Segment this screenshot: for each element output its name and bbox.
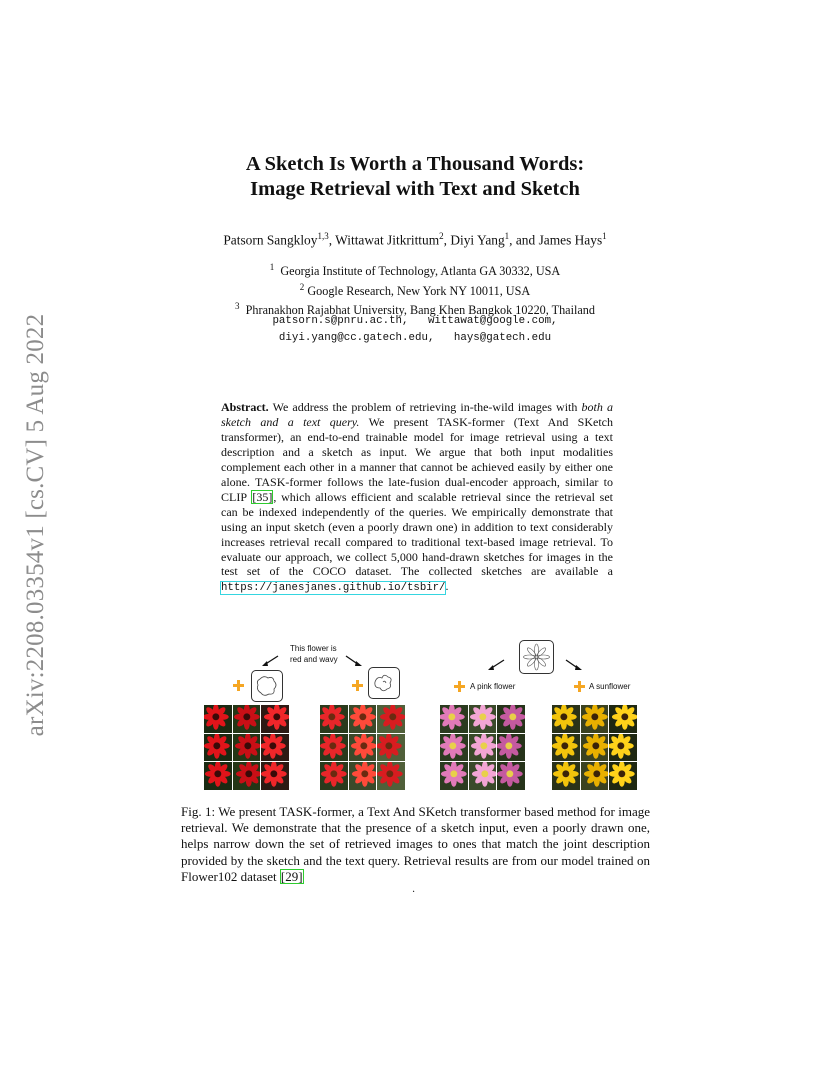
plus-icon: [352, 680, 363, 691]
result-thumbnail: [581, 705, 609, 733]
result-thumbnail: [552, 762, 580, 790]
result-thumbnail: [581, 762, 609, 790]
result-thumbnail: [609, 762, 637, 790]
result-thumbnail: [261, 762, 289, 790]
affiliation: $^1$ Georgia Institute of Technology, Atlanta GA 30332, USA: [269, 262, 561, 279]
plus-icon: [454, 681, 465, 692]
result-thumbnail: [204, 762, 232, 790]
result-thumbnail: [497, 705, 525, 733]
footer-dot: .: [412, 884, 416, 895]
result-thumbnail: [581, 734, 609, 762]
figure-1: [200, 640, 640, 792]
result-grid-red-wavy-flowers: [320, 705, 405, 790]
result-thumbnail: [320, 705, 348, 733]
result-thumbnail: [349, 762, 377, 790]
result-thumbnail: [469, 762, 497, 790]
arrow-icon: [486, 658, 506, 672]
plus-icon: [233, 680, 244, 691]
author-affil-sup: 1: [504, 231, 510, 241]
sketch-query-wavy-flower: [251, 670, 283, 702]
email-list: [150, 313, 680, 347]
result-grid-sunflowers: [552, 705, 637, 790]
text-query-label: This flower is red and wavy: [290, 644, 338, 664]
arxiv-id: arXiv:2208.03354v1 [cs.CV] 5 Aug 2022: [22, 313, 49, 737]
result-thumbnail: [469, 705, 497, 733]
citation-link[interactable]: [35]: [252, 489, 273, 504]
result-thumbnail: [320, 734, 348, 762]
sketch-query-daisy: [519, 640, 554, 674]
result-thumbnail: [349, 734, 377, 762]
affiliation: $^2$ Google Research, New York NY 10011, USA: [299, 281, 531, 298]
result-grid-red-flowers: [204, 705, 289, 790]
result-thumbnail: [440, 762, 468, 790]
result-thumbnail: [233, 734, 261, 762]
abstract-label: Abstract.: [221, 400, 269, 414]
result-thumbnail: [320, 762, 348, 790]
paper-title: [180, 152, 650, 202]
affiliation: $^3$ Phranakhon Rajabhat University, Bang Khen Bangkok 10220, Thailand: [235, 301, 595, 318]
author-affil-sup: 1,3: [317, 231, 329, 241]
abstract: Abstract. We address the problem of retrieving in-the-wild images with both a sketch and a text query. We present TASK-former (Text And SKetch transformer), an end-to-end trainable model for image retrieval using a text description and a sketch as input. We argue that both input modalities complement each other in a manner that cannot be achieved easily by either one alone. TASK-former follows the late-fusion dual-encoder approach, similar to CLIP [35], which allows efficient and scalable retrieval since the retrieval set can be indexed independently of the queries. We empirically demonstrate that using an input sketch (even a poorly drawn one) in addition to text considerably increases retrieval recall compared to traditional text-based image retrieval. To evaluate our approach, we collect 5,000 hand-drawn sketches for images in the test set of the COCO dataset. The collected sketches are available a https://janesjanes.github.io/tsbir/.: [221, 400, 614, 595]
author-name: Patsorn Sangkloy: [223, 232, 318, 248]
author-affil-sup: 2: [439, 231, 444, 241]
result-thumbnail: [233, 705, 261, 733]
author-affil-sup: 1: [602, 231, 607, 241]
result-thumbnail: [261, 705, 289, 733]
citation-link[interactable]: [29]: [280, 868, 303, 884]
author-name: Wittawat Jitkrittum: [335, 232, 440, 248]
arxiv-sidebar-stamp: [14, 290, 58, 760]
result-thumbnail: [261, 734, 289, 762]
result-thumbnail: [377, 762, 405, 790]
result-thumbnail: [497, 762, 525, 790]
project-url-link[interactable]: https://janesjanes.github.io/tsbir/: [221, 582, 446, 595]
result-thumbnail: [233, 762, 261, 790]
sketch-query-rough-flower: [368, 667, 400, 699]
text-query-label: A pink flower: [470, 682, 516, 691]
email-line: patsorn.s@pnru.ac.th, wittawat@google.com,: [272, 315, 558, 327]
result-thumbnail: [440, 705, 468, 733]
result-grid-pink-flowers: [440, 705, 525, 790]
title-line-1: A Sketch Is Worth a Thousand Words:: [245, 153, 585, 175]
author-name: Diyi Yang: [450, 232, 505, 248]
result-thumbnail: [552, 705, 580, 733]
result-thumbnail: [204, 705, 232, 733]
result-thumbnail: [440, 734, 468, 762]
plus-icon: [574, 681, 585, 692]
result-thumbnail: [349, 705, 377, 733]
result-thumbnail: [469, 734, 497, 762]
result-thumbnail: [377, 705, 405, 733]
result-thumbnail: [497, 734, 525, 762]
result-thumbnail: [609, 734, 637, 762]
affiliation-list: [150, 260, 680, 319]
arrow-icon: [260, 654, 280, 668]
result-thumbnail: [204, 734, 232, 762]
author-name: James Hays: [538, 232, 603, 248]
result-thumbnail: [552, 734, 580, 762]
result-thumbnail: [609, 705, 637, 733]
title-line-2: Image Retrieval with Text and Sketch: [250, 178, 580, 200]
email-line: diyi.yang@cc.gatech.edu, hays@gatech.edu: [278, 332, 552, 344]
result-thumbnail: [377, 734, 405, 762]
arrow-icon: [344, 654, 364, 668]
arrow-icon: [564, 658, 584, 672]
figure-caption: Fig. 1: We present TASK-former, a Text And SKetch transformer based method for image retrieval. We demonstrate that the presence of a sketch input, even a poorly drawn one, helps narrow down the set of retrieved images to ones that match the joint description provided by the sketch and the text query. Retrieval results are from our model trained on Flower102 dataset [29]: [181, 804, 650, 884]
text-query-label: A sunflower: [589, 682, 631, 691]
author-list: Patsorn Sangkloy$^{1,3}$, Wittawat Jitkrittum$^2$, Diyi Yang$^1$, and James Hays$^1$: [223, 231, 607, 248]
